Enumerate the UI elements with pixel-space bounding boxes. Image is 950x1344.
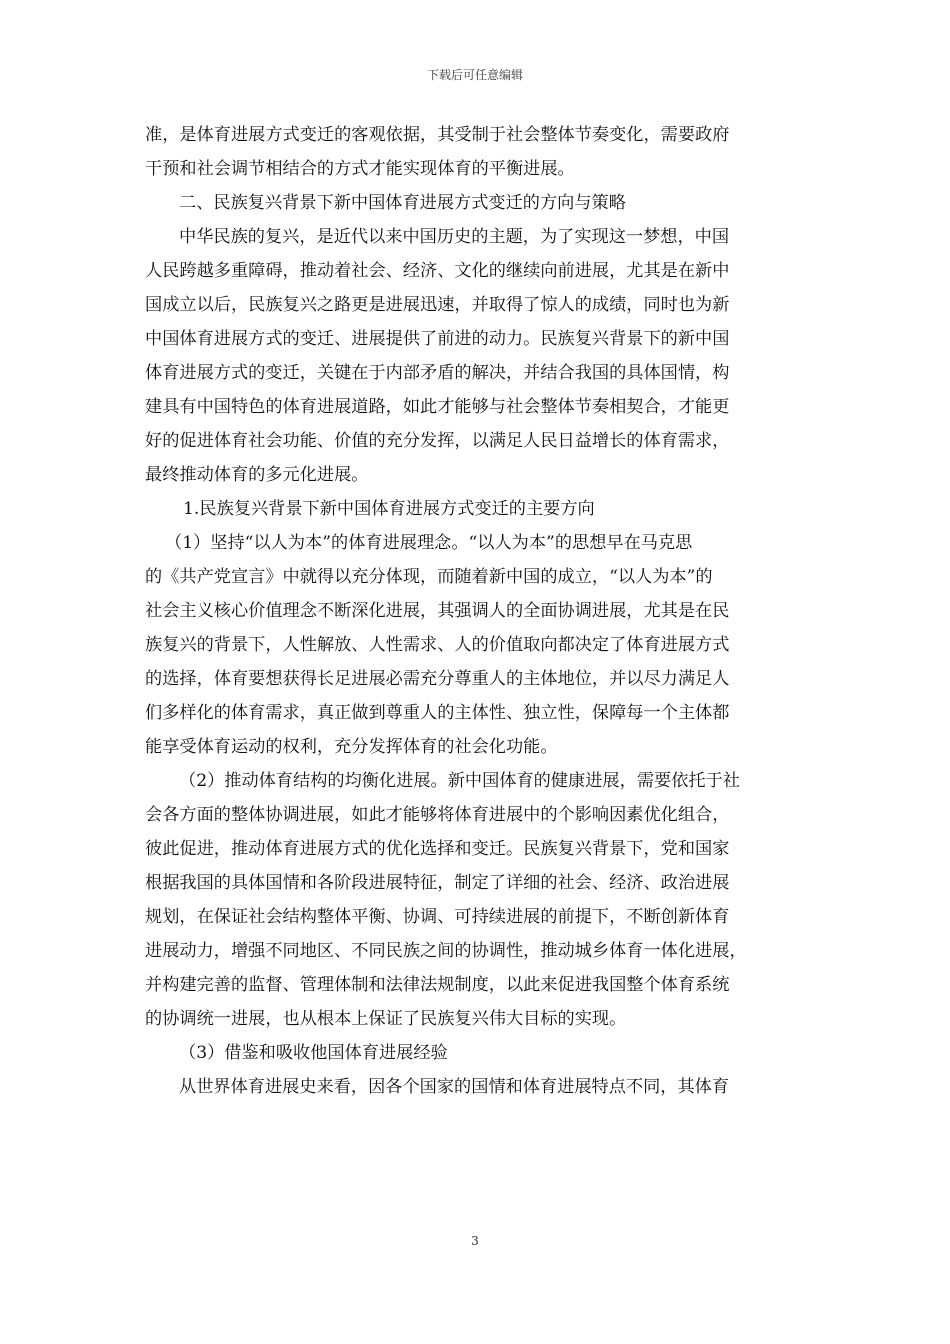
text-line: 国成立以后，民族复兴之路更是进展迅速，并取得了惊人的成绩，同时也为新 <box>145 295 730 315</box>
text-line: 建具有中国特色的体育进展道路，如此才能够与社会整体节奏相契合，才能更 <box>145 397 730 417</box>
text-line: 人民跨越多重障碍，推动着社会、经济、文化的继续向前进展，尤其是在新中 <box>145 261 730 281</box>
text-line: 社会主义核心价值理念不断深化进展，其强调人的全面协调进展，尤其是在民 <box>145 601 730 621</box>
text-line: （2）推动体育结构的均衡化进展。新中国体育的健康进展，需要依托于社 <box>179 771 740 791</box>
text-line: 最终推动体育的多元化进展。 <box>145 465 369 485</box>
subsection-heading: 1.民族复兴背景下新中国体育进展方式变迁的主要方向 <box>183 499 595 519</box>
subsection-heading: （3）借鉴和吸收他国体育进展经验 <box>179 1043 448 1063</box>
text-line: 彼此促进，推动体育进展方式的优化选择和变迁。民族复兴背景下，党和国家 <box>145 839 730 859</box>
page-header: 下载后可任意编辑 <box>426 68 523 82</box>
text-line: 会各方面的整体协调进展，如此才能够将体育进展中的个影响因素优化组合， <box>145 805 730 825</box>
text-line: 的《共产党宣言》中就得以充分体现，而随着新中国的成立，“以人为本”的 <box>145 567 713 587</box>
page-number: 3 <box>471 1234 479 1248</box>
text-line: 从世界体育进展史来看，因各个国家的国情和体育进展特点不同，其体育 <box>179 1077 730 1097</box>
section-heading: 二、民族复兴背景下新中国体育进展方式变迁的方向与策略 <box>179 193 626 213</box>
text-line: 中华民族的复兴，是近代以来中国历史的主题，为了实现这一梦想，中国 <box>179 227 730 247</box>
text-line: 们多样化的体育需求，真正做到尊重人的主体性、独立性，保障每一个主体都 <box>145 703 730 723</box>
text-line: 并构建完善的监督、管理体制和法律法规制度，以此来促进我国整个体育系统 <box>145 975 730 995</box>
text-line: 准，是体育进展方式变迁的客观依据，其受制于社会整体节奏变化，需要政府 <box>145 125 730 145</box>
text-line: 规划，在保证社会结构整体平衡、协调、可持续进展的前提下，不断创新体育 <box>145 907 730 927</box>
text-line: 根据我国的具体国情和各阶段进展特征，制定了详细的社会、经济、政治进展 <box>145 873 730 893</box>
text-line: 中国体育进展方式的变迁、进展提供了前进的动力。民族复兴背景下的新中国 <box>145 329 730 349</box>
text-line: 的选择，体育要想获得长足进展必需充分尊重人的主体地位，并以尽力满足人 <box>145 669 730 689</box>
text-line: 干预和社会调节相结合的方式才能实现体育的平衡进展。 <box>145 159 575 179</box>
body-text <box>145 118 809 1104</box>
text-line: 进展动力，增强不同地区、不同民族之间的协调性，推动城乡体育一体化进展， <box>145 941 747 961</box>
text-line: 体育进展方式的变迁，关键在于内部矛盾的解决，并结合我国的具体国情，构 <box>145 363 730 383</box>
text-line: 好的促进体育社会功能、价值的充分发挥，以满足人民日益增长的体育需求， <box>145 431 730 451</box>
text-line: 的协调统一进展，也从根本上保证了民族复兴伟大目标的实现。 <box>145 1009 627 1029</box>
text-line: 能享受体育运动的权利，充分发挥体育的社会化功能。 <box>145 737 558 757</box>
text-line: 族复兴的背景下，人性解放、人性需求、人的价值取向都决定了体育进展方式 <box>145 635 730 655</box>
text-line: （1）坚持“以人为本”的体育进展理念。“以人为本”的思想早在马克思 <box>165 533 693 553</box>
